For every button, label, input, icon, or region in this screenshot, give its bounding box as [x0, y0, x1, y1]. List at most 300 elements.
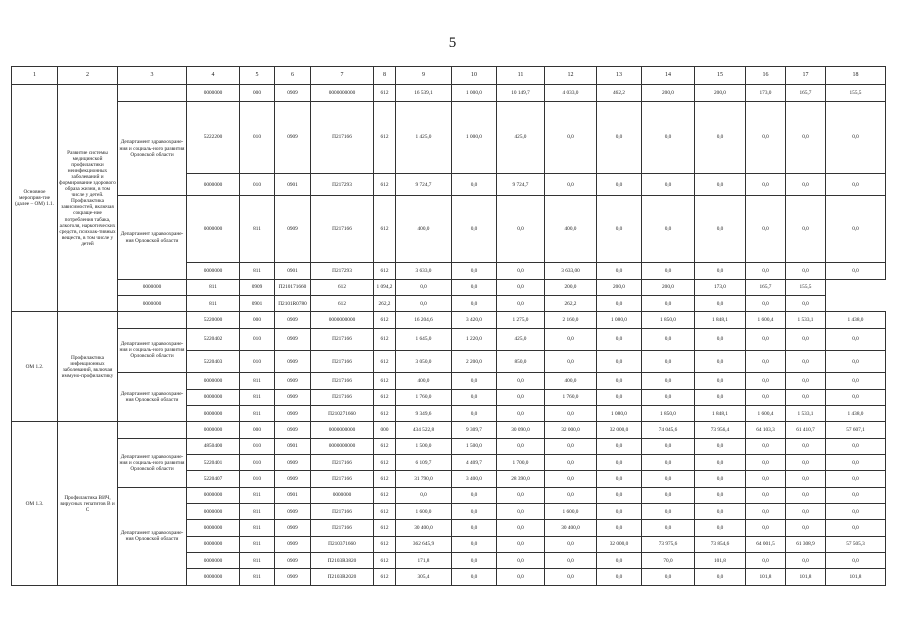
data-cell: 362 645,9: [396, 536, 452, 552]
data-cell: 1 600,4: [746, 312, 786, 328]
data-cell: 200,0: [597, 279, 642, 295]
data-cell: 0,0: [545, 569, 597, 586]
data-cell: 101,8: [826, 569, 886, 586]
data-cell: 0909: [275, 471, 311, 487]
data-cell: 0,0: [695, 520, 746, 536]
data-cell: 612: [374, 328, 396, 350]
data-cell: 9 309,7: [452, 422, 497, 438]
data-cell: 0,0: [746, 454, 786, 470]
data-cell: 1 848,1: [695, 312, 746, 328]
data-cell: 0,0: [642, 504, 695, 520]
data-cell: 0,0: [695, 504, 746, 520]
data-cell: 1 848,1: [695, 405, 746, 421]
data-cell: 1 850,0: [642, 312, 695, 328]
data-cell: 1 000,0: [452, 85, 497, 101]
data-cell: 0,0: [746, 328, 786, 350]
data-cell: П2103R3820: [311, 553, 374, 569]
data-cell: 612: [374, 196, 396, 263]
measure-name: Развитие системы медицинской профилактики неинфекционных заболеваний и формирование здорового образа жизни, в том числе у детей. Профилактика зависимостей, включая сокраще-ние потребления табака, алкоголя, наркотических средств, психоак-тивных веществ, в том числе у детей: [59, 149, 116, 247]
data-cell: 0,0: [497, 520, 545, 536]
executor-cell: [118, 373, 187, 422]
data-cell: 0,0: [545, 101, 597, 174]
data-cell: 262,2: [545, 296, 597, 312]
data-cell: 0,0: [642, 263, 695, 279]
data-cell: 0,0: [786, 487, 826, 503]
table-row: [12, 422, 886, 438]
data-cell: 73 975,6: [642, 536, 695, 552]
data-cell: 0,0: [497, 438, 545, 454]
data-cell: 70,0: [642, 553, 695, 569]
data-cell: 0000000: [187, 504, 240, 520]
data-cell: 0,0: [597, 373, 642, 389]
data-cell: 0909: [275, 520, 311, 536]
data-cell: П217166: [311, 520, 374, 536]
data-cell: 811: [187, 279, 240, 295]
data-cell: П210371660: [311, 536, 374, 552]
data-cell: 0,0: [497, 487, 545, 503]
executor-cell: [118, 101, 187, 196]
data-cell: 612: [374, 101, 396, 174]
data-cell: 811: [240, 520, 275, 536]
data-cell: 0,0: [786, 101, 826, 174]
data-cell: П217166: [311, 350, 374, 372]
data-cell: 1 500,0: [396, 438, 452, 454]
data-cell: 173,0: [695, 279, 746, 295]
data-cell: 1 533,1: [786, 312, 826, 328]
data-cell: 0,0: [545, 350, 597, 372]
data-cell: 0000000: [187, 487, 240, 503]
column-number-header: 6: [275, 67, 311, 85]
data-cell: 0,0: [642, 350, 695, 372]
measure-name-cell: [58, 422, 118, 586]
data-cell: 612: [374, 487, 396, 503]
data-cell: 0,0: [452, 279, 497, 295]
data-cell: 0000000: [311, 487, 374, 503]
data-cell: 0,0: [545, 471, 597, 487]
data-cell: 0,0: [695, 389, 746, 405]
data-cell: 0909: [275, 373, 311, 389]
data-cell: 0,0: [786, 174, 826, 196]
data-cell: 0000000: [187, 196, 240, 263]
data-cell: 850,0: [497, 350, 545, 372]
data-cell: 0909: [275, 405, 311, 421]
table-row: [12, 196, 886, 263]
data-cell: П217293: [311, 174, 374, 196]
data-cell: 1 600,4: [746, 405, 786, 421]
data-cell: 32 000,0: [597, 536, 642, 552]
data-cell: 0000000: [187, 174, 240, 196]
data-cell: 811: [240, 389, 275, 405]
column-number-header: 12: [545, 67, 597, 85]
header-row: [12, 67, 886, 85]
data-cell: 1 533,1: [786, 405, 826, 421]
data-cell: 0000000: [187, 389, 240, 405]
data-cell: 0909: [275, 536, 311, 552]
data-cell: 0,0: [597, 504, 642, 520]
data-cell: 0,0: [695, 454, 746, 470]
data-cell: П217166: [311, 328, 374, 350]
data-cell: 0,0: [826, 553, 886, 569]
data-cell: 165,7: [786, 85, 826, 101]
data-cell: 155,5: [786, 279, 826, 295]
data-cell: 0,0: [786, 328, 826, 350]
data-cell: 0000000: [118, 279, 187, 295]
data-cell: П2103R2020: [311, 569, 374, 586]
data-cell: 0,0: [452, 520, 497, 536]
data-cell: 0,0: [597, 438, 642, 454]
data-cell: 0,0: [642, 520, 695, 536]
data-cell: 0909: [275, 553, 311, 569]
data-cell: 0,0: [826, 196, 886, 263]
measure-id-cell: [12, 422, 58, 586]
data-cell: 0,0: [746, 553, 786, 569]
data-cell: 0,0: [597, 174, 642, 196]
data-cell: 612: [311, 279, 374, 295]
data-cell: 010: [240, 438, 275, 454]
data-cell: 0,0: [786, 471, 826, 487]
measure-name: Профилактика инфекционных заболеваний, включая иммуно-профилактику: [61, 354, 114, 379]
data-cell: 0,0: [826, 101, 886, 174]
data-cell: 4 033,0: [545, 85, 597, 101]
data-cell: 28 390,0: [497, 471, 545, 487]
data-cell: 0,0: [396, 279, 452, 295]
executor-name: Департамент здравоохране-ния Орловской области: [120, 231, 184, 244]
data-cell: 0,0: [826, 174, 886, 196]
data-cell: 0,0: [786, 553, 826, 569]
data-cell: 0,0: [786, 196, 826, 263]
executor-cell: [118, 328, 187, 372]
data-cell: П217166: [311, 471, 374, 487]
data-cell: 0,0: [642, 373, 695, 389]
executor-name: Департамент здравоохране-ния и социаль-ного развития Орловской области: [119, 341, 185, 360]
column-number-header: 13: [597, 67, 642, 85]
data-cell: 57 505,3: [826, 536, 886, 552]
data-cell: 811: [240, 373, 275, 389]
page-number: 5: [448, 35, 457, 51]
data-cell: 0,0: [497, 373, 545, 389]
data-cell: 0,0: [452, 296, 497, 312]
data-cell: 0,0: [695, 471, 746, 487]
data-cell: 0,0: [545, 438, 597, 454]
budget-table: [11, 66, 886, 586]
data-cell: 200,0: [642, 279, 695, 295]
data-cell: 1 645,0: [396, 328, 452, 350]
data-cell: 612: [374, 373, 396, 389]
data-cell: 400,0: [545, 196, 597, 263]
data-cell: 61 410,7: [786, 422, 826, 438]
data-cell: 73 854,6: [695, 536, 746, 552]
data-cell: 0,0: [642, 296, 695, 312]
data-cell: 811: [240, 569, 275, 586]
data-cell: 0909: [275, 101, 311, 174]
data-cell: 612: [374, 438, 396, 454]
table-row: [12, 101, 886, 174]
data-cell: 0,0: [826, 438, 886, 454]
data-cell: 0909: [275, 85, 311, 101]
data-cell: 0,0: [497, 536, 545, 552]
data-cell: 0,0: [642, 174, 695, 196]
data-cell: 0,0: [695, 487, 746, 503]
data-cell: 30 400,0: [545, 520, 597, 536]
data-cell: 400,0: [396, 196, 452, 263]
column-number-header: 9: [396, 67, 452, 85]
data-cell: 0,0: [746, 504, 786, 520]
data-cell: 0901: [240, 296, 275, 312]
data-cell: 0,0: [545, 553, 597, 569]
data-cell: 0,0: [642, 487, 695, 503]
data-cell: 1 275,0: [497, 312, 545, 328]
measure-name: Профилактика ВИЧ, вирусных гепатитов В и С: [60, 494, 115, 513]
data-cell: 0,0: [497, 504, 545, 520]
executor-name: Департамент здравоохране-ния и социаль-ного развития Орловской области: [119, 139, 185, 158]
data-cell: 612: [311, 296, 374, 312]
data-cell: 0,0: [642, 438, 695, 454]
data-cell: 0,0: [597, 328, 642, 350]
data-cell: 0901: [275, 174, 311, 196]
data-cell: 1 700,0: [497, 454, 545, 470]
data-cell: 0,0: [786, 438, 826, 454]
data-cell: 0,0: [452, 569, 497, 586]
data-cell: 425,0: [497, 101, 545, 174]
data-cell: 31 790,0: [396, 471, 452, 487]
data-cell: 425,0: [497, 328, 545, 350]
data-cell: 811: [240, 487, 275, 503]
data-cell: 32 000,0: [597, 422, 642, 438]
data-cell: 400,0: [545, 373, 597, 389]
data-cell: 0000000000: [311, 422, 374, 438]
data-cell: 0,0: [695, 373, 746, 389]
data-cell: 010: [240, 454, 275, 470]
data-cell: П2101R0780: [275, 296, 311, 312]
data-cell: 0,0: [746, 438, 786, 454]
data-cell: 0000000: [187, 373, 240, 389]
data-cell: 0,0: [695, 296, 746, 312]
data-cell: 30 090,0: [497, 422, 545, 438]
data-cell: 1 080,0: [597, 405, 642, 421]
data-cell: 3 633,00: [545, 263, 597, 279]
column-number-header: 16: [746, 67, 786, 85]
data-cell: 0,0: [497, 296, 545, 312]
table-row: [12, 296, 886, 312]
data-cell: П217293: [311, 263, 374, 279]
data-cell: 0,0: [497, 389, 545, 405]
data-cell: 1 500,0: [452, 438, 497, 454]
data-cell: 57 607,1: [826, 422, 886, 438]
data-cell: П217166: [311, 454, 374, 470]
data-cell: 0909: [275, 196, 311, 263]
data-cell: 0000000: [187, 405, 240, 421]
measure-id-cell: [12, 85, 58, 312]
data-cell: 811: [187, 296, 240, 312]
data-cell: 0000000000: [311, 85, 374, 101]
data-cell: 101,8: [695, 553, 746, 569]
data-cell: 0,0: [597, 196, 642, 263]
data-cell: 5222200: [187, 101, 240, 174]
data-cell: 0,0: [642, 454, 695, 470]
table-row: [12, 312, 886, 328]
data-cell: 3 050,0: [396, 350, 452, 372]
data-cell: 0,0: [597, 487, 642, 503]
data-cell: 0,0: [826, 454, 886, 470]
data-cell: 1 760,0: [396, 389, 452, 405]
column-number-header: 18: [826, 67, 886, 85]
data-cell: 0000000000: [311, 438, 374, 454]
data-cell: 1 094,2: [374, 279, 396, 295]
data-cell: 5220403: [187, 350, 240, 372]
data-cell: 000: [240, 422, 275, 438]
data-cell: 0,0: [826, 350, 886, 372]
data-cell: 0,0: [597, 553, 642, 569]
data-cell: 64 103,3: [746, 422, 786, 438]
executor-cell: [118, 196, 187, 279]
data-cell: 462,2: [597, 85, 642, 101]
table-row: [12, 487, 886, 503]
data-cell: 0,0: [545, 328, 597, 350]
data-cell: 0,0: [642, 196, 695, 263]
data-cell: 0,0: [452, 263, 497, 279]
data-cell: 0901: [275, 438, 311, 454]
measure-name-cell: [58, 85, 118, 312]
data-cell: 0,0: [746, 174, 786, 196]
data-cell: 30 400,0: [396, 520, 452, 536]
data-cell: 0,0: [452, 196, 497, 263]
executor-cell-empty: [118, 85, 187, 101]
data-cell: 9 724,7: [497, 174, 545, 196]
data-cell: 200,0: [695, 85, 746, 101]
data-cell: 0,0: [545, 536, 597, 552]
data-cell: 101,8: [746, 569, 786, 586]
data-cell: 0,0: [642, 328, 695, 350]
data-cell: 010: [240, 174, 275, 196]
data-cell: 0,0: [452, 553, 497, 569]
data-cell: П210271660: [311, 405, 374, 421]
column-number-header: 14: [642, 67, 695, 85]
column-number-header: 5: [240, 67, 275, 85]
data-cell: 3 400,0: [452, 471, 497, 487]
data-cell: 0,0: [452, 536, 497, 552]
data-cell: 010: [240, 101, 275, 174]
executor-cell-empty: [118, 422, 187, 438]
data-cell: 0,0: [826, 373, 886, 389]
data-cell: 811: [240, 263, 275, 279]
data-cell: 0901: [275, 487, 311, 503]
data-cell: 171,8: [396, 553, 452, 569]
data-cell: 0,0: [826, 520, 886, 536]
measure-id-cell: [12, 312, 58, 422]
data-cell: 0,0: [786, 454, 826, 470]
data-cell: 612: [374, 536, 396, 552]
executor-name: Департамент здравоохране-ния Орловской области: [120, 391, 184, 404]
measure-name-cell: [58, 312, 118, 422]
data-cell: 173,0: [746, 85, 786, 101]
data-cell: 1 438,0: [826, 405, 886, 421]
data-cell: 0,0: [826, 471, 886, 487]
measure-id: ОМ 1.3.: [25, 500, 44, 507]
data-cell: 0,0: [695, 569, 746, 586]
data-cell: 811: [240, 504, 275, 520]
column-number-header: 8: [374, 67, 396, 85]
data-cell: 262,2: [374, 296, 396, 312]
data-cell: 0,0: [695, 174, 746, 196]
data-cell: 10 149,7: [497, 85, 545, 101]
data-cell: 0,0: [497, 263, 545, 279]
data-cell: 0,0: [452, 373, 497, 389]
data-cell: 000: [240, 85, 275, 101]
data-cell: 200,0: [642, 85, 695, 101]
executor-cell: [118, 487, 187, 585]
data-cell: 0,0: [695, 438, 746, 454]
data-cell: 2 200,0: [452, 350, 497, 372]
data-cell: 811: [240, 553, 275, 569]
data-cell: 155,5: [826, 85, 886, 101]
data-cell: 0,0: [786, 263, 826, 279]
data-cell: 612: [374, 312, 396, 328]
data-cell: 1 000,0: [452, 101, 497, 174]
data-cell: 0,0: [746, 296, 786, 312]
data-cell: 000: [374, 422, 396, 438]
data-cell: 0,0: [746, 101, 786, 174]
data-cell: 0,0: [786, 389, 826, 405]
column-number-header: 10: [452, 67, 497, 85]
column-number-header: 2: [58, 67, 118, 85]
data-cell: 200,0: [545, 279, 597, 295]
data-cell: 1 220,0: [452, 328, 497, 350]
data-cell: 32 000,0: [545, 422, 597, 438]
data-cell: 73 956,4: [695, 422, 746, 438]
column-number-header: 4: [187, 67, 240, 85]
data-cell: 612: [374, 454, 396, 470]
data-cell: 0,0: [746, 487, 786, 503]
table-row: [12, 279, 886, 295]
data-cell: 0,0: [826, 504, 886, 520]
data-cell: 4 409,7: [452, 454, 497, 470]
data-cell: 0,0: [597, 471, 642, 487]
data-cell: 0,0: [497, 405, 545, 421]
data-cell: 0000000: [118, 296, 187, 312]
data-cell: 0,0: [746, 263, 786, 279]
data-cell: 0,0: [452, 174, 497, 196]
data-cell: 0909: [275, 569, 311, 586]
data-cell: 0,0: [786, 373, 826, 389]
data-cell: 1 438,0: [826, 312, 886, 328]
data-cell: 0,0: [642, 569, 695, 586]
data-cell: 0,0: [597, 520, 642, 536]
column-number-header: 15: [695, 67, 746, 85]
data-cell: 0,0: [786, 504, 826, 520]
data-cell: 612: [374, 350, 396, 372]
data-cell: П217166: [311, 504, 374, 520]
data-cell: 0909: [275, 350, 311, 372]
executor-cell-empty: [118, 312, 187, 328]
data-cell: 1 425,0: [396, 101, 452, 174]
data-cell: 811: [240, 405, 275, 421]
column-number-header: 7: [311, 67, 374, 85]
data-cell: 2 160,0: [545, 312, 597, 328]
data-cell: 0,0: [452, 487, 497, 503]
data-cell: 9 724,7: [396, 174, 452, 196]
data-cell: 0,0: [826, 328, 886, 350]
data-cell: 0,0: [695, 328, 746, 350]
data-cell: 61 308,9: [786, 536, 826, 552]
data-cell: 0909: [275, 454, 311, 470]
data-cell: 0,0: [695, 101, 746, 174]
data-cell: 811: [240, 536, 275, 552]
data-cell: 612: [374, 263, 396, 279]
data-cell: 0,0: [826, 263, 886, 279]
data-cell: 612: [374, 471, 396, 487]
data-cell: 811: [240, 196, 275, 263]
data-cell: 612: [374, 85, 396, 101]
